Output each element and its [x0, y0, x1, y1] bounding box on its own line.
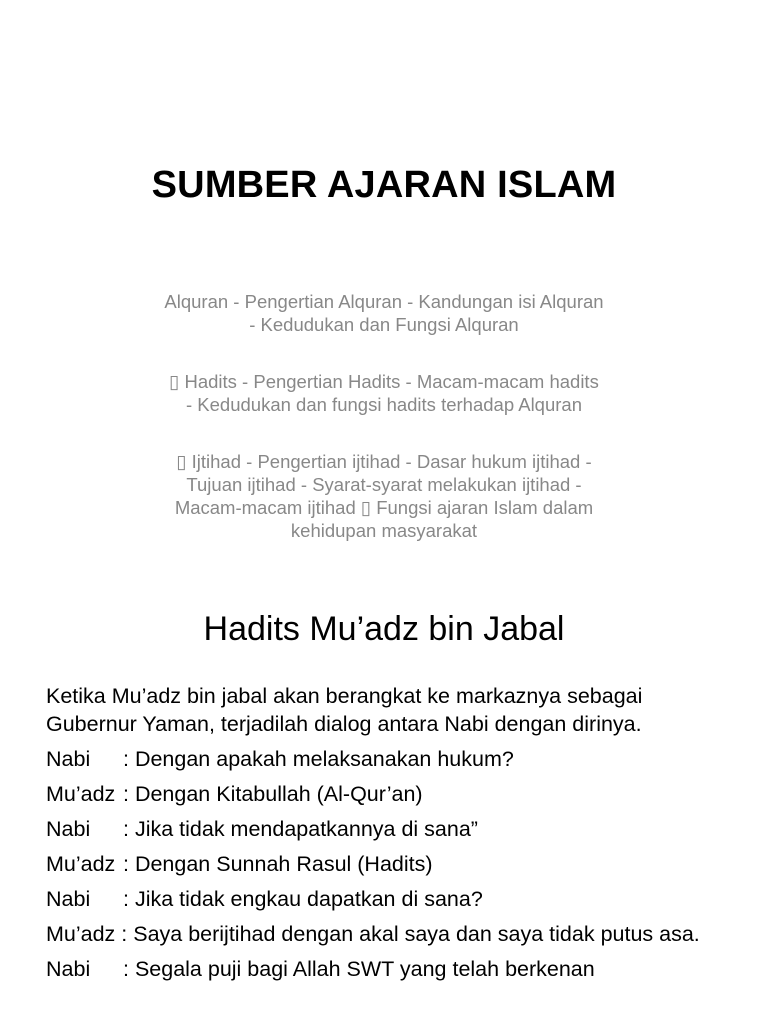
intro-line: Gubernur Yaman, terjadilah dialog antara Nabi dengan dirinya.	[46, 712, 642, 736]
dialog-line	[46, 885, 736, 913]
dialog-text: : Dengan apakah melaksanakan hukum?	[123, 747, 514, 771]
speaker-label: Mu’adz	[46, 782, 116, 806]
slide-body	[46, 682, 736, 990]
dialog-text: : Dengan Sunnah Rasul (Hadits)	[123, 852, 433, 876]
subtitle-paragraph-hadits	[110, 370, 658, 416]
dialog-text: : Jika tidak mendapatkannya di sana”	[123, 817, 478, 841]
subtitle-paragraph-ijtihad	[110, 450, 658, 542]
dialog-line	[46, 850, 736, 878]
dialog-text: : Segala puji bagi Allah SWT yang telah berkenan	[123, 957, 595, 981]
subtitle-line: Alquran - Pengertian Alquran - Kandungan isi Alquran	[164, 291, 604, 312]
subtitle-line: kehidupan masyarakat	[290, 520, 478, 541]
speaker-label: Nabi	[46, 957, 91, 981]
speaker-label: Nabi	[46, 817, 91, 841]
speaker-label: Mu’adz	[46, 922, 116, 946]
subtitle-paragraph-alquran	[110, 290, 658, 336]
intro-line: Ketika Mu’adz bin jabal akan berangkat ke markaznya sebagai	[46, 684, 643, 708]
speaker-label: Nabi	[46, 747, 91, 771]
dialog-text: : Dengan Kitabullah (Al-Qur’an)	[123, 782, 423, 806]
dialog-line	[46, 920, 736, 948]
dialog-line	[46, 745, 736, 773]
subtitle-line: - Kedudukan dan fungsi hadits terhadap Alquran	[186, 394, 582, 415]
subtitle-line: - Kedudukan dan Fungsi Alquran	[249, 314, 519, 335]
slide-2	[0, 576, 768, 1024]
subtitle-line: ▯ Hadits - Pengertian Hadits - Macam-macam hadits	[169, 371, 599, 392]
speaker-label: Nabi	[46, 887, 91, 911]
subtitle-line: Tujuan ijtihad - Syarat-syarat melakukan ijtihad -	[186, 474, 582, 495]
subtitle-line: ▯ Ijtihad - Pengertian ijtihad - Dasar hukum ijtihad -	[176, 451, 592, 472]
dialog-text: : Saya berijtihad dengan akal saya dan saya tidak putus asa.	[115, 922, 700, 946]
dialog-line	[46, 780, 736, 808]
slide-subtitle	[110, 290, 658, 576]
dialog-text: : Jika tidak engkau dapatkan di sana?	[123, 887, 483, 911]
slide-heading: Hadits Mu’adz bin Jabal	[203, 610, 565, 648]
subtitle-line: Macam-macam ijtihad ▯ Fungsi ajaran Islam dalam	[174, 497, 594, 518]
dialog-line	[46, 955, 736, 983]
speaker-label: Mu’adz	[46, 852, 116, 876]
slide-title: SUMBER AJARAN ISLAM	[151, 164, 617, 206]
intro-paragraph	[46, 682, 736, 738]
dialog-line	[46, 815, 736, 843]
